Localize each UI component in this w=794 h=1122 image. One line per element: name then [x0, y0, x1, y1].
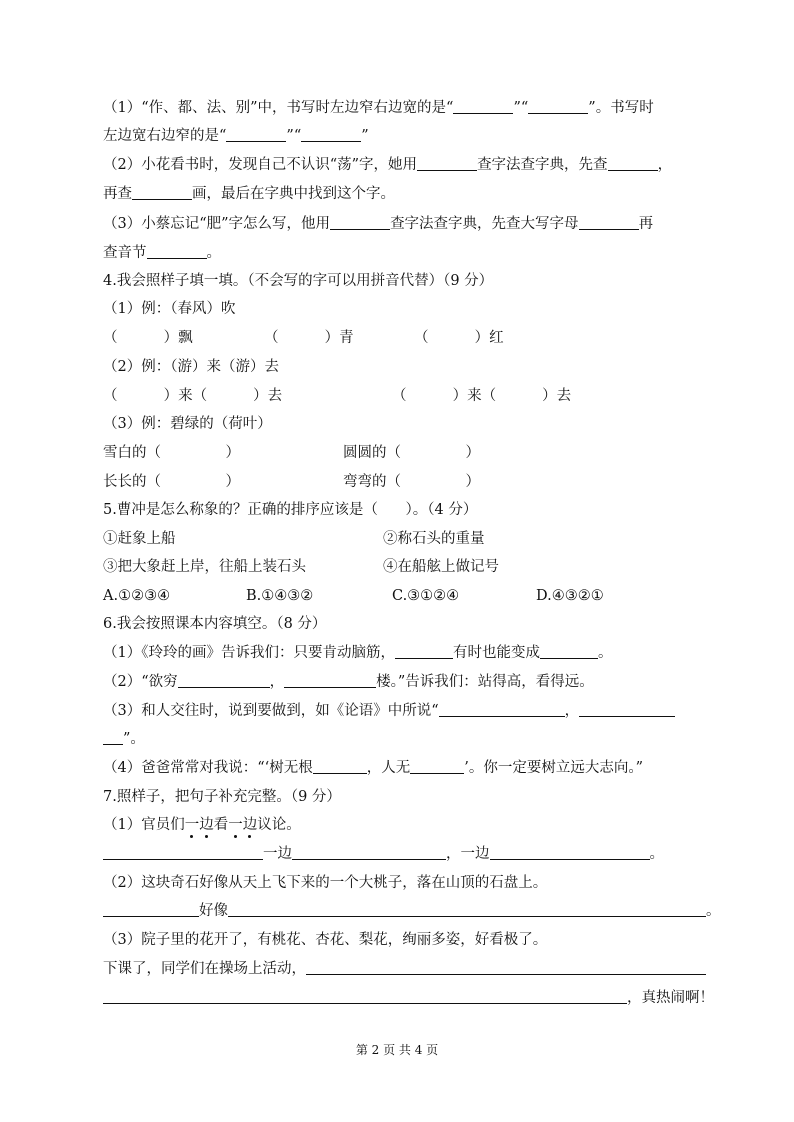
blank[interactable]	[103, 729, 123, 745]
q3-part2-text-c: ，	[657, 157, 673, 173]
q3-part1-text-a: （1）“作、都、法、别”中，书写时左边窄右边宽的是“	[103, 100, 454, 116]
q6-text: ，	[269, 674, 285, 690]
blank[interactable]	[103, 901, 199, 917]
blank[interactable]	[439, 701, 565, 717]
q3-part1-text-e: ”“	[286, 128, 302, 144]
q4-example1: （1）例：（春风）吹	[103, 301, 236, 317]
q7-text: 看	[213, 817, 229, 833]
q6-text: （1）《玲玲的画》告诉我们：只要肯动脑筋，	[103, 645, 395, 661]
q5-option-a[interactable]: A.①②③④	[103, 588, 171, 604]
q7-text: 一边	[263, 846, 292, 862]
q4-ex2-item2[interactable]: （ ）来（ ）去	[392, 388, 572, 404]
q4-ex1-item3[interactable]: （ ）红	[414, 330, 504, 346]
q3-part3-text-b: 查字法查字典，先查大写字母	[390, 216, 579, 232]
q4-ex3-item2[interactable]: 圆圆的（ ）	[343, 445, 481, 461]
blank[interactable]	[226, 126, 286, 142]
q6-text: （2）“欲穷	[103, 674, 178, 690]
q6-text: （4）爸爸常常对我说：“‘树无根	[103, 760, 313, 776]
q7-title: 7.照样子，把句子补充完整。（9 分）	[103, 789, 341, 805]
emphasis-char: 边	[199, 817, 214, 833]
page-footer: 第 2 页 共 4 页	[355, 1043, 439, 1057]
q7-text: ，一边	[446, 846, 490, 862]
q4-ex2-item1[interactable]: （ ）来（ ）去	[103, 388, 283, 404]
blank[interactable]	[313, 758, 367, 774]
q7-answer2	[103, 901, 721, 921]
q3-part3-text-a: （3）小蔡忘记“肥”字怎么写，他用	[103, 216, 331, 232]
q3-part1-text-f: ”	[361, 128, 369, 144]
q6-title: 6.我会按照课本内容填空。（8 分）	[103, 616, 327, 632]
emphasis-char: 一	[184, 817, 200, 833]
q6-text: ”。	[123, 731, 145, 747]
q5-option-d[interactable]: D.④③②①	[536, 588, 604, 604]
q7-answer3-line1	[103, 959, 706, 979]
emphasis-char: 一	[228, 817, 243, 833]
q3-part2-text-b: 查字法查字典，先查	[477, 157, 608, 173]
q6-text: 有时也能变成	[452, 645, 540, 661]
q6-text: ，	[564, 703, 580, 719]
q6-text: ’。你一定要树立远大志向。”	[464, 760, 644, 776]
blank[interactable]	[147, 243, 207, 259]
blank[interactable]	[528, 98, 588, 114]
q5-title: 5.曹冲是怎么称象的？正确的排序应该是（ ）。（4 分）	[103, 502, 478, 518]
q3-part2-text-a: （2）小花看书时，发现自己不认识“荡”字，她用	[103, 157, 418, 173]
blank[interactable]	[579, 214, 639, 230]
q6-text: 楼。”告诉我们：站得高，看得远。	[376, 674, 594, 690]
q7-answer3-line2	[103, 988, 714, 1008]
blank[interactable]	[228, 901, 706, 917]
blank[interactable]	[540, 643, 598, 659]
q4-ex3-item1[interactable]: 雪白的（ ）	[103, 445, 241, 461]
q7-text: 。	[706, 903, 721, 919]
q5-option-c[interactable]: C.③①②④	[392, 588, 460, 604]
q6-line1	[103, 643, 612, 663]
q7-text: 。	[649, 846, 664, 862]
blank[interactable]	[178, 672, 270, 688]
blank[interactable]	[490, 844, 650, 860]
blank[interactable]	[301, 126, 361, 142]
q3-part1-text-b: ”“	[513, 100, 529, 116]
q6-line3-cont	[103, 729, 145, 749]
blank[interactable]	[306, 959, 706, 975]
q3-part2-line1	[103, 155, 672, 175]
q3-part3-line1	[103, 214, 653, 234]
q3-part2-text-d: 再查	[103, 186, 132, 202]
blank[interactable]	[330, 214, 390, 230]
q7-answer1	[103, 844, 664, 864]
q3-part3-text-c: 再	[638, 216, 654, 232]
q3-part2-text-e: 画，最后在字典中找到这个字。	[192, 186, 395, 202]
q7-text: （1）官员们	[103, 817, 185, 833]
q5-step1: ①赶象上船	[103, 531, 176, 547]
q3-part2-line2	[103, 184, 395, 204]
blank[interactable]	[103, 844, 263, 860]
blank[interactable]	[410, 758, 464, 774]
q6-line3	[103, 701, 675, 721]
q7-text: 好像	[199, 903, 228, 919]
q5-option-b[interactable]: B.①④③②	[246, 588, 314, 604]
q3-part3-text-d: 查音节	[103, 245, 147, 261]
q4-ex3-item3[interactable]: 长长的（ ）	[103, 474, 241, 490]
blank[interactable]	[103, 988, 627, 1004]
q4-example2: （2）例：（游）来（游）去	[103, 359, 279, 375]
q3-part1-text-d: 左边宽右边窄的是“	[103, 128, 227, 144]
blank[interactable]	[608, 155, 658, 171]
blank[interactable]	[395, 643, 453, 659]
q7-text: 议论。	[257, 817, 301, 833]
q4-ex1-item2[interactable]: （ ）青	[264, 330, 354, 346]
blank[interactable]	[132, 184, 192, 200]
q3-part1-line2	[103, 126, 369, 146]
blank[interactable]	[579, 701, 675, 717]
q7-example1	[103, 815, 301, 835]
q4-ex1-item1[interactable]: （ ）飘	[103, 330, 193, 346]
q3-part3-text-e: 。	[206, 245, 221, 261]
q5-step2: ②称石头的重量	[383, 531, 485, 547]
blank[interactable]	[417, 155, 477, 171]
q7-text: 下课了，同学们在操场上活动，	[103, 961, 306, 977]
q6-line4	[103, 758, 643, 778]
q6-text: ，人无	[366, 760, 411, 776]
q6-line2	[103, 672, 594, 692]
q7-example2: （2）这块奇石好像从天上飞下来的一个大桃子，落在山顶的石盘上。	[103, 875, 548, 891]
q6-text: 。	[597, 645, 613, 661]
q3-part1-line1	[103, 98, 654, 118]
q5-step4: ④在船舷上做记号	[383, 559, 499, 575]
blank[interactable]	[453, 98, 513, 114]
blank[interactable]	[284, 672, 376, 688]
q6-text: （3）和人交往时，说到要做到，如《论语》中所说“	[103, 703, 439, 719]
q7-text: ，真热闹啊！	[627, 990, 714, 1006]
q5-step3: ③把大象赶上岸，往船上装石头	[103, 559, 306, 575]
q3-part3-line2	[103, 243, 221, 263]
q7-example3: （3）院子里的花开了，有桃花、杏花、梨花，绚丽多姿，好看极了。	[103, 932, 548, 948]
emphasis-char: 边	[242, 817, 258, 833]
blank[interactable]	[292, 844, 446, 860]
q3-part1-text-c: ”。书写时	[588, 100, 654, 116]
q4-example3: （3）例：碧绿的（荷叶）	[103, 416, 272, 432]
q4-title: 4.我会照样子填一填。（不会写的字可以用拼音代替）（9 分）	[103, 273, 494, 289]
q4-ex3-item4[interactable]: 弯弯的（ ）	[343, 474, 481, 490]
